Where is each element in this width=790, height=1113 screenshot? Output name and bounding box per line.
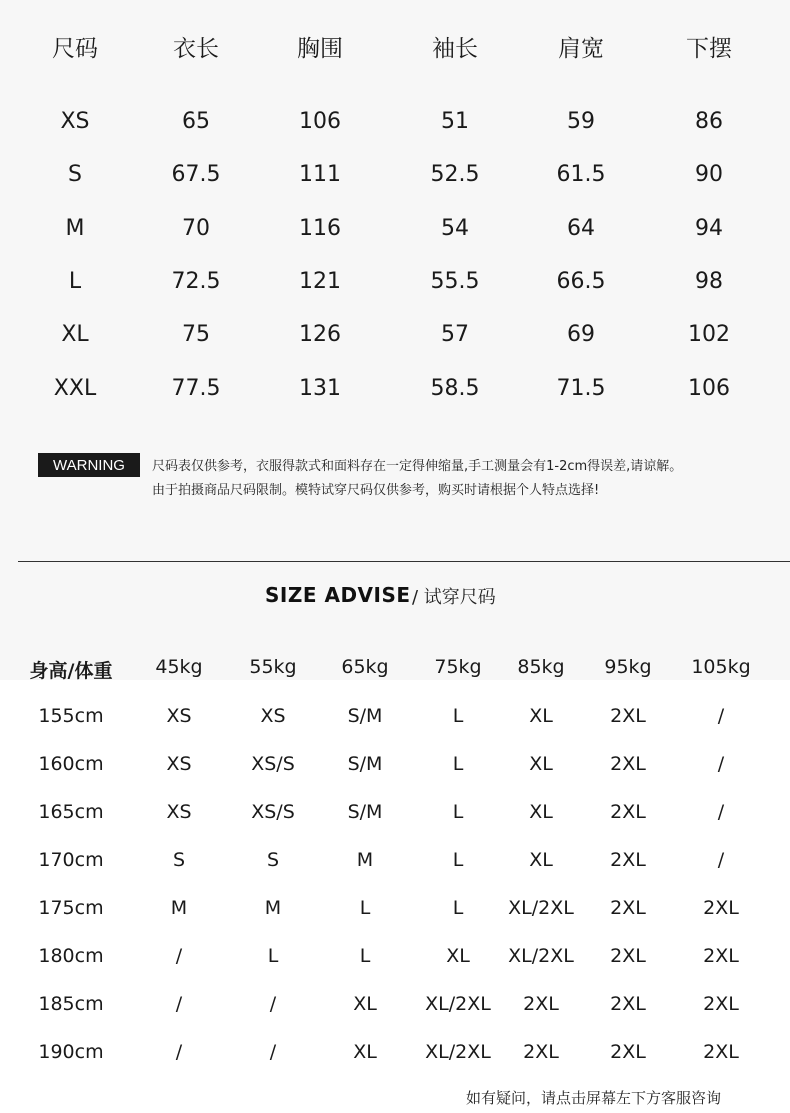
size-advise-subtitle: / 试穿尺码 <box>412 587 496 608</box>
recommended-size-cell: XL/2XL <box>508 945 574 967</box>
size-chart-cell: 106 <box>688 376 730 401</box>
recommended-size-cell: 2XL <box>703 1041 739 1063</box>
recommended-size-cell: 2XL <box>610 753 646 775</box>
size-chart-cell: 75 <box>182 322 210 347</box>
size-chart-cell: 52.5 <box>430 162 480 187</box>
size-chart-row-label: XS <box>60 109 90 134</box>
height-weight-header: 身高/体重 <box>29 660 113 682</box>
recommended-size-cell: XL <box>353 1041 377 1063</box>
recommended-size-cell: XL <box>529 801 553 823</box>
recommended-size-cell: XL <box>446 945 470 967</box>
size-chart-header: 下摆 <box>686 36 732 62</box>
size-chart-row-label: M <box>65 216 85 241</box>
size-chart-cell: 64 <box>567 216 595 241</box>
recommended-size-cell: / <box>175 993 183 1015</box>
recommended-size-cell: 2XL <box>610 945 646 967</box>
recommended-size-cell: S/M <box>347 705 383 727</box>
size-chart-cell: 131 <box>299 376 341 401</box>
recommended-size-cell: 2XL <box>610 897 646 919</box>
size-chart-cell: 86 <box>695 109 723 134</box>
recommended-size-cell: XS <box>166 753 192 775</box>
recommended-size-cell: XL/2XL <box>425 1041 491 1063</box>
height-row-label: 165cm <box>38 801 104 823</box>
weight-column-header: 55kg <box>249 656 297 678</box>
recommended-size-cell: 2XL <box>703 897 739 919</box>
recommended-size-cell: L <box>452 897 464 919</box>
recommended-size-cell: XL <box>529 753 553 775</box>
size-chart-cell: 106 <box>299 109 341 134</box>
recommended-size-cell: XL <box>529 849 553 871</box>
size-advise-title: SIZE ADVISE <box>265 583 411 607</box>
size-chart-cell: 58.5 <box>430 376 480 401</box>
height-row-label: 175cm <box>38 897 104 919</box>
recommended-size-cell: XS <box>166 705 192 727</box>
recommended-size-cell: XL <box>529 705 553 727</box>
recommended-size-cell: XS/S <box>251 801 295 823</box>
recommended-size-cell: 2XL <box>610 1041 646 1063</box>
size-chart-cell: 65 <box>182 109 210 134</box>
recommended-size-cell: / <box>175 1041 183 1063</box>
size-chart-cell: 121 <box>299 269 341 294</box>
recommended-size-cell: 2XL <box>610 849 646 871</box>
recommended-size-cell: 2XL <box>523 1041 559 1063</box>
height-row-label: 180cm <box>38 945 104 967</box>
size-chart-cell: 98 <box>695 269 723 294</box>
size-chart-cell: 61.5 <box>556 162 606 187</box>
size-chart-cell: 111 <box>299 162 341 187</box>
recommended-size-cell: XL/2XL <box>508 897 574 919</box>
weight-column-header: 95kg <box>604 656 652 678</box>
height-row-label: 155cm <box>38 705 104 727</box>
recommended-size-cell: L <box>359 897 371 919</box>
size-chart-cell: 69 <box>567 322 595 347</box>
recommended-size-cell: S <box>266 849 280 871</box>
weight-column-header: 105kg <box>691 656 751 678</box>
recommended-size-cell: 2XL <box>703 945 739 967</box>
size-chart-cell: 77.5 <box>171 376 221 401</box>
size-chart-cell: 126 <box>299 322 341 347</box>
size-chart-header: 胸围 <box>297 36 343 62</box>
section-divider <box>18 561 790 562</box>
recommended-size-cell: 2XL <box>523 993 559 1015</box>
size-chart-cell: 71.5 <box>556 376 606 401</box>
weight-column-header: 85kg <box>517 656 565 678</box>
recommended-size-cell: / <box>717 849 725 871</box>
recommended-size-cell: L <box>452 705 464 727</box>
size-chart-cell: 90 <box>695 162 723 187</box>
recommended-size-cell: XS <box>260 705 286 727</box>
size-chart-cell: 70 <box>182 216 210 241</box>
size-chart-header: 尺码 <box>52 36 98 62</box>
recommended-size-cell: L <box>452 801 464 823</box>
recommended-size-cell: XS/S <box>251 753 295 775</box>
warning-text-line-1: 尺码表仅供参考，衣服得款式和面料存在一定得伸缩量,手工测量会有1-2cm得误差,请谅解。 <box>152 459 683 474</box>
warning-badge: WARNING <box>38 453 140 477</box>
recommended-size-cell: 2XL <box>610 705 646 727</box>
recommended-size-cell: S/M <box>347 753 383 775</box>
weight-column-header: 65kg <box>341 656 389 678</box>
recommended-size-cell: / <box>269 1041 277 1063</box>
weight-column-header: 45kg <box>155 656 203 678</box>
advise-table-background <box>0 680 790 1113</box>
size-chart-cell: 57 <box>441 322 469 347</box>
recommended-size-cell: / <box>717 753 725 775</box>
recommended-size-cell: / <box>269 993 277 1015</box>
recommended-size-cell: / <box>175 945 183 967</box>
recommended-size-cell: XL <box>353 993 377 1015</box>
size-chart-row-label: L <box>68 269 82 294</box>
size-chart-cell: 67.5 <box>171 162 221 187</box>
recommended-size-cell: S/M <box>347 801 383 823</box>
weight-column-header: 75kg <box>434 656 482 678</box>
size-chart-header: 袖长 <box>432 36 478 62</box>
size-chart-row-label: XL <box>61 322 89 347</box>
recommended-size-cell: L <box>452 849 464 871</box>
height-row-label: 185cm <box>38 993 104 1015</box>
recommended-size-cell: XL/2XL <box>425 993 491 1015</box>
warning-text-line-2: 由于拍摄商品尺码限制。模特试穿尺码仅供参考，购买时请根据个人特点选择! <box>152 483 600 498</box>
size-chart-cell: 59 <box>567 109 595 134</box>
size-chart-header: 肩宽 <box>558 36 604 62</box>
size-chart-row-label: XXL <box>53 376 97 401</box>
recommended-size-cell: M <box>356 849 374 871</box>
height-row-label: 170cm <box>38 849 104 871</box>
recommended-size-cell: / <box>717 801 725 823</box>
size-chart-header: 衣长 <box>173 36 219 62</box>
size-chart-cell: 66.5 <box>556 269 606 294</box>
recommended-size-cell: S <box>172 849 186 871</box>
recommended-size-cell: L <box>267 945 279 967</box>
size-chart-cell: 94 <box>695 216 723 241</box>
recommended-size-cell: M <box>170 897 188 919</box>
recommended-size-cell: XS <box>166 801 192 823</box>
size-chart-cell: 102 <box>688 322 730 347</box>
size-chart-cell: 51 <box>441 109 469 134</box>
size-chart-cell: 54 <box>441 216 469 241</box>
recommended-size-cell: / <box>717 705 725 727</box>
recommended-size-cell: 2XL <box>703 993 739 1015</box>
recommended-size-cell: M <box>264 897 282 919</box>
recommended-size-cell: L <box>452 753 464 775</box>
size-chart-cell: 72.5 <box>171 269 221 294</box>
customer-service-note: 如有疑问，请点击屏幕左下方客服咨询 <box>466 1089 722 1107</box>
height-row-label: 160cm <box>38 753 104 775</box>
recommended-size-cell: L <box>359 945 371 967</box>
size-chart-row-label: S <box>68 162 82 187</box>
height-row-label: 190cm <box>38 1041 104 1063</box>
recommended-size-cell: 2XL <box>610 993 646 1015</box>
size-chart-cell: 55.5 <box>430 269 480 294</box>
recommended-size-cell: 2XL <box>610 801 646 823</box>
size-chart-cell: 116 <box>299 216 341 241</box>
